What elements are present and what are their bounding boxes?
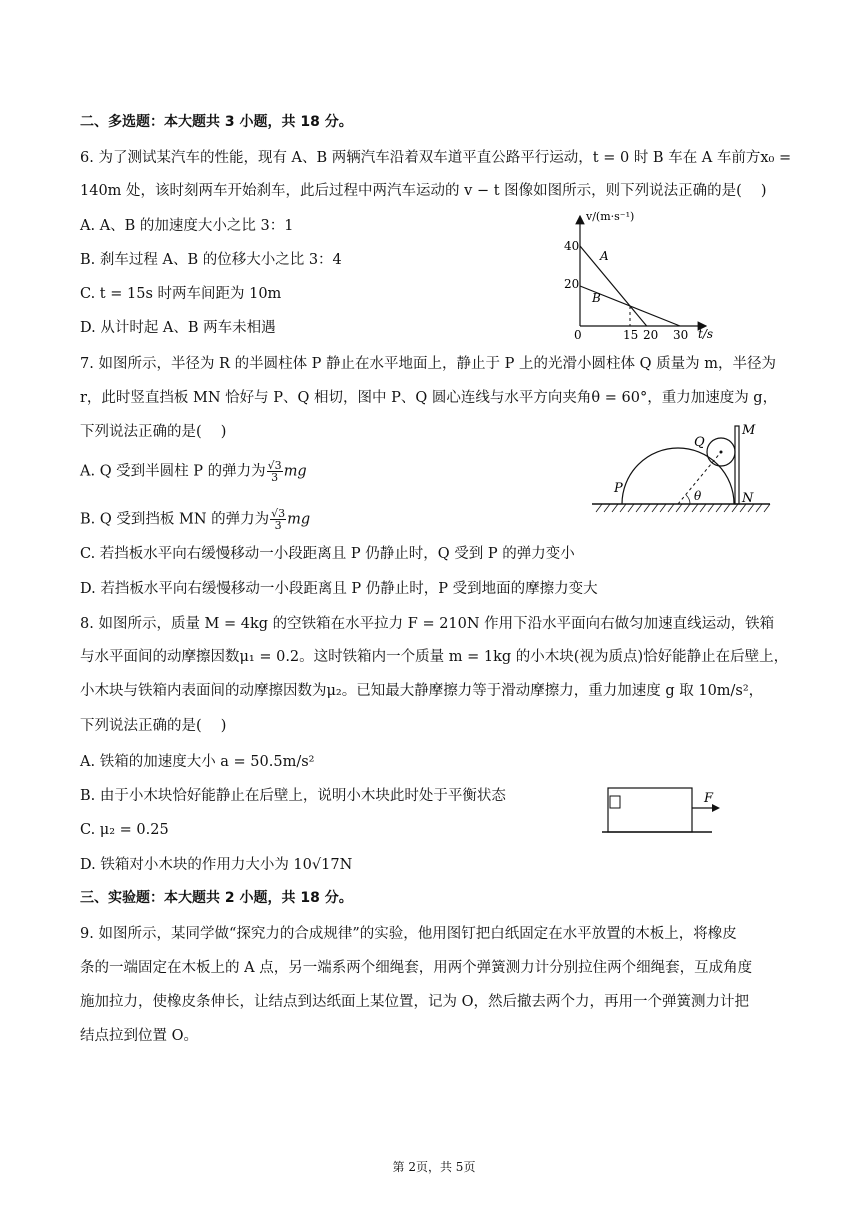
q7-option-c: C. 若挡板水平向右缓慢移动一小段距离且 P 仍静止时，Q 受到 P 的弹力变小 bbox=[80, 546, 575, 562]
q8-force-arrow-head bbox=[712, 804, 720, 812]
q8-option-d: D. 铁箱对小木块的作用力大小为 10√17N bbox=[80, 857, 353, 873]
q6-stem-line1: 6. 为了测试某汽车的性能，现有 A、B 两辆汽车沿着双车道平直公路平行运动，t = 0 时 B 车在 A 车前方x₀ = bbox=[80, 150, 792, 166]
vt-tick-15: 15 bbox=[623, 328, 639, 342]
q7-stem-line1: 7. 如图所示，半径为 R 的半圆柱体 P 静止在水平地面上，静止于 P 上的光滑小圆柱体 Q 质量为 m，半径为 bbox=[80, 356, 776, 372]
q7-stem-line2: r，此时竖直挡板 MN 恰好与 P、Q 相切，图中 P、Q 圆心连线与水平方向夹角θ = 60°，重力加速度为 g， bbox=[80, 390, 778, 406]
q7-label-m: M bbox=[742, 423, 756, 438]
q8-stem-line2: 与水平面间的动摩擦因数μ₁ = 0.2。这时铁箱内一个质量 m = 1kg 的小木块(视为质点)恰好能静止在后壁上， bbox=[80, 649, 789, 665]
q7-option-b bbox=[80, 508, 310, 531]
q6-option-d: D. 从计时起 A、B 两车未相遇 bbox=[80, 320, 276, 336]
q7-option-b-unit: mg bbox=[287, 511, 311, 528]
section-3-title: 三、实验题：本大题共 2 小题，共 18 分。 bbox=[80, 890, 353, 906]
q8-option-c: C. μ₂ = 0.25 bbox=[80, 822, 169, 838]
q7-label-q: Q bbox=[694, 435, 705, 450]
q8-label-f: F bbox=[704, 791, 714, 806]
q7-option-a-numerator: √3 bbox=[267, 459, 282, 472]
q9-stem-line4: 结点拉到位置 O。 bbox=[80, 1028, 198, 1044]
q8-stem-line4: 下列说法正确的是( ) bbox=[80, 718, 227, 734]
q8-iron-box bbox=[608, 788, 692, 832]
vt-label-a: A bbox=[600, 249, 609, 263]
q7-option-a-unit: mg bbox=[283, 463, 307, 480]
q7-option-a bbox=[80, 460, 307, 483]
q6-option-b: B. 刹车过程 A、B 的位移大小之比 3：4 bbox=[80, 252, 342, 268]
vt-label-b: B bbox=[592, 291, 601, 305]
q8-option-a: A. 铁箱的加速度大小 a = 50.5m/s² bbox=[80, 754, 315, 770]
q8-option-b: B. 由于小木块恰好能静止在后壁上，说明小木块此时处于平衡状态 bbox=[80, 788, 506, 804]
q6-option-a: A. A、B 的加速度大小之比 3：1 bbox=[80, 218, 294, 234]
q8-stem-line1: 8. 如图所示，质量 M = 4kg 的空铁箱在水平拉力 F = 210N 作用下沿水平面向右做匀加速直线运动，铁箱 bbox=[80, 616, 775, 632]
q6-option-c: C. t = 15s 时两车间距为 10m bbox=[80, 286, 282, 302]
vt-graph bbox=[556, 208, 736, 348]
vt-tick-0: 0 bbox=[574, 328, 582, 342]
vt-y-axis-label: v/(m·s⁻¹) bbox=[586, 210, 635, 223]
q8-figure bbox=[600, 780, 730, 840]
q9-stem-line1: 9. 如图所示，某同学做“探究力的合成规律”的实验，他用图钉把白纸固定在水平放置的木板上，将橡皮 bbox=[80, 926, 737, 942]
q7-option-b-denominator: 3 bbox=[274, 519, 282, 532]
section-2-title: 二、多选题：本大题共 3 小题，共 18 分。 bbox=[80, 114, 353, 130]
vt-tick-20: 20 bbox=[564, 277, 580, 291]
q8-wood-block bbox=[610, 796, 620, 808]
q7-theta-arc bbox=[686, 495, 690, 504]
q7-option-b-text: B. Q 受到挡板 MN 的弹力为 bbox=[80, 511, 270, 528]
vt-series-a-line bbox=[580, 246, 647, 326]
q8-stem-line3: 小木块与铁箱内表面间的动摩擦因数为μ₂。已知最大静摩擦力等于滑动摩擦力，重力加速度 g 取 10m/s²， bbox=[80, 683, 764, 699]
vt-x-axis-label: t/s bbox=[698, 327, 714, 341]
q7-figure bbox=[588, 420, 778, 520]
page-footer: 第 2页，共 5页 bbox=[392, 1160, 476, 1174]
q7-option-a-text: A. Q 受到半圆柱 P 的弹力为 bbox=[80, 463, 266, 480]
q9-stem-line2: 条的一端固定在木板上的 A 点，另一端系两个细绳套，用两个弹簧测力计分别拉住两个细绳套，互成角度 bbox=[80, 960, 753, 976]
q7-label-n: N bbox=[742, 491, 754, 506]
q7-option-b-numerator: √3 bbox=[271, 507, 286, 520]
vt-tick-40: 40 bbox=[564, 239, 580, 253]
q9-stem-line3: 施加拉力，使橡皮条伸长，让结点到达纸面上某位置，记为 O，然后撤去两个力，再用一个弹簧测力计把 bbox=[80, 994, 749, 1010]
q7-option-d: D. 若挡板水平向右缓慢移动一小段距离且 P 仍静止时，P 受到地面的摩擦力变大 bbox=[80, 581, 598, 597]
q7-option-a-fraction bbox=[267, 460, 283, 483]
vt-tick-20x: 20 bbox=[643, 328, 659, 342]
q7-baffle-mn bbox=[735, 426, 739, 504]
q7-label-theta: θ bbox=[694, 489, 702, 503]
q7-stem-line3: 下列说法正确的是( ) bbox=[80, 424, 227, 440]
q7-option-b-fraction bbox=[270, 508, 286, 531]
q7-label-p: P bbox=[614, 481, 623, 496]
q7-option-a-denominator: 3 bbox=[271, 471, 279, 484]
q6-stem-line2: 140m 处，该时刻两车开始刹车，此后过程中两汽车运动的 v − t 图像如图所示，则下列说法正确的是( ) bbox=[80, 183, 767, 199]
vt-tick-30: 30 bbox=[673, 328, 689, 342]
